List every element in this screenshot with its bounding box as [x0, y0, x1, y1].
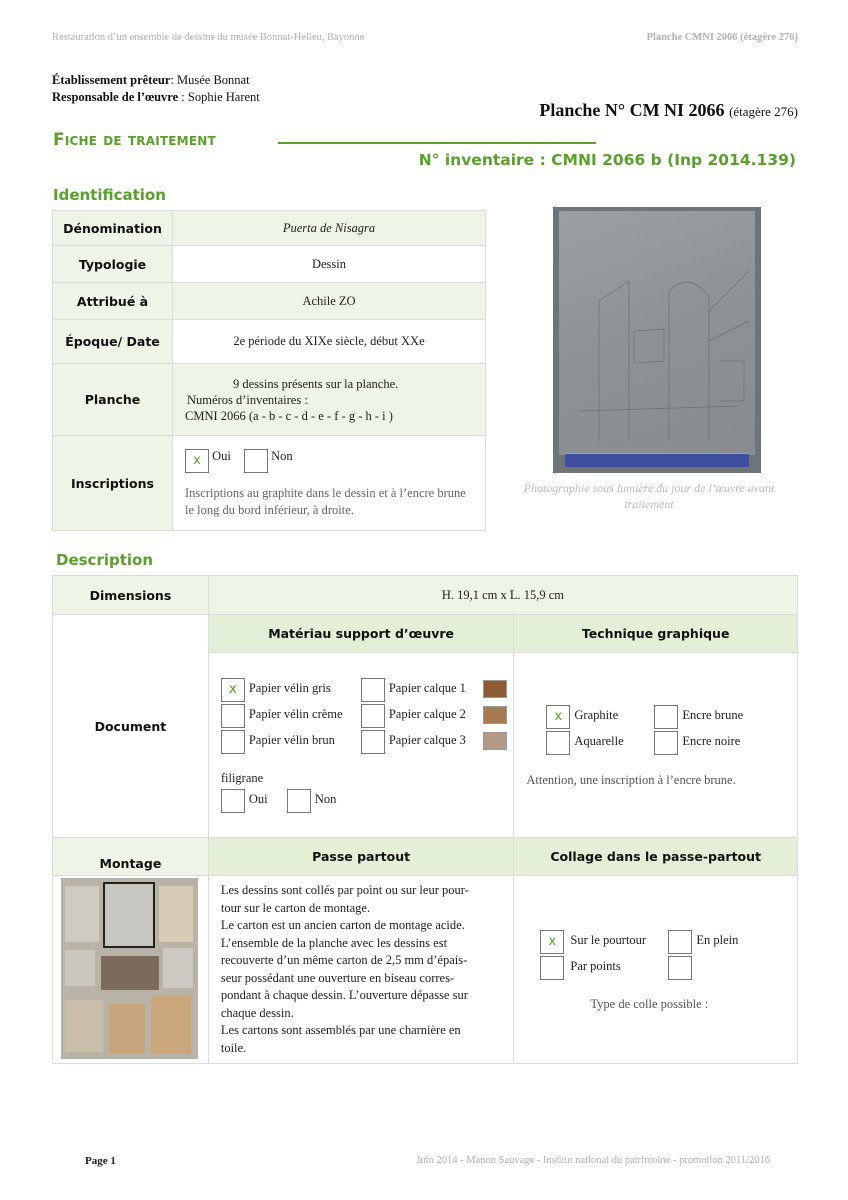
- table-row: [53, 436, 486, 531]
- row-label: Inscriptions: [53, 436, 173, 531]
- non-label: Non: [271, 449, 293, 463]
- row-label: Typologie: [53, 246, 173, 283]
- photo-caption: Photographie sous lumière du jour de l’œuvre avant traitement: [523, 481, 775, 511]
- calque-option: Papier calque 2: [388, 707, 466, 721]
- collage-header: Collage dans le passe-partout: [514, 838, 798, 876]
- encre-noire-checkbox[interactable]: [654, 731, 678, 755]
- passe-partout-header: Passe partout: [208, 838, 514, 876]
- table-row: [53, 320, 486, 364]
- papier-calque-1-checkbox[interactable]: [361, 678, 385, 702]
- inscriptions-cell: [173, 436, 486, 531]
- drawing-thumb-selected: [103, 882, 155, 948]
- papier-velin-brun-checkbox[interactable]: [221, 730, 245, 754]
- drawing-paper: [559, 211, 755, 455]
- identification-title: Identification: [53, 186, 166, 204]
- drawing-thumb: [163, 948, 193, 988]
- responsible-label: Responsable de l’œuvre: [52, 90, 179, 104]
- papier-velin-creme-checkbox[interactable]: [221, 704, 245, 728]
- collage-cell: [514, 876, 798, 1064]
- oui-label: Oui: [212, 449, 231, 463]
- passe-line: Les dessins sont collés par point ou sur leur pour-: [220, 883, 469, 897]
- row-value: 2e période du XIXe siècle, début XXe: [173, 320, 486, 364]
- planche-shelf: (étagère 276): [729, 104, 798, 119]
- table-row: [53, 364, 486, 436]
- planche-line: Numéros d’inventaires :: [187, 392, 308, 407]
- establishment-label: Établissement prêteur: [52, 73, 171, 87]
- document-label: Document: [53, 615, 209, 838]
- table-row: [53, 246, 486, 283]
- empty-checkbox[interactable]: [668, 956, 692, 980]
- paper-option: Papier vélin crème: [248, 707, 343, 721]
- montage-photo: [61, 878, 198, 1059]
- description-table: [52, 575, 798, 1064]
- drawing-thumb: [101, 956, 159, 990]
- collage-option: Sur le pourtour: [570, 933, 647, 947]
- passe-line: chaque dessin.: [220, 1005, 294, 1020]
- table-row: [53, 211, 486, 246]
- inscriptions-text: Inscriptions au graphite dans le dessin et à l’encre brune le long du bord inférieur, à droite.: [185, 486, 466, 517]
- calque-option: Papier calque 1: [388, 681, 466, 695]
- calque-1-swatch: [483, 680, 507, 698]
- technique-option: Encre brune: [682, 708, 744, 722]
- inscriptions-oui-checkbox[interactable]: x: [185, 449, 209, 473]
- montage-label: Montage: [53, 838, 209, 876]
- passe-line: Le carton est un ancien carton de montage acide.: [220, 918, 465, 932]
- lender-info: [52, 72, 260, 106]
- row-label: Planche: [53, 364, 173, 436]
- technique-cell: [514, 653, 798, 838]
- planche-line: CMNI 2066 (a - b - c - d - e - f - g - h - i ): [185, 408, 393, 423]
- page-number: Page 1: [85, 1155, 116, 1167]
- encre-brune-checkbox[interactable]: [654, 705, 678, 729]
- planche-line: 9 dessins présents sur la planche.: [233, 376, 399, 391]
- inscriptions-non-checkbox[interactable]: [244, 449, 268, 473]
- calque-2-swatch: [483, 706, 507, 724]
- passe-line: L’ensemble de la planche avec les dessins est: [220, 935, 448, 950]
- planche-details: [173, 364, 486, 436]
- drawing-thumb: [151, 996, 191, 1054]
- table-row: [53, 615, 798, 653]
- row-label: Attribué à: [53, 283, 173, 320]
- planche-title: [539, 100, 798, 121]
- technique-option: Aquarelle: [574, 734, 624, 748]
- technique-option: Encre noire: [682, 734, 741, 748]
- table-row: [53, 876, 798, 1064]
- calque-option: Papier calque 3: [388, 733, 466, 747]
- materiau-cell: [208, 653, 514, 838]
- row-label: Dénomination: [53, 211, 173, 246]
- aquarelle-checkbox[interactable]: [546, 731, 570, 755]
- drawing-thumb: [65, 1000, 103, 1052]
- passe-line: tour sur le carton de montage.: [220, 900, 371, 915]
- graphite-checkbox[interactable]: x: [546, 705, 570, 729]
- drawing-thumb: [65, 950, 95, 986]
- filigrane-label: filigrane: [220, 771, 264, 785]
- passe-partout-text: [208, 876, 514, 1064]
- color-scale-ruler: [565, 453, 749, 467]
- colle-type-label: Type de colle possible :: [590, 997, 709, 1011]
- en-plein-checkbox[interactable]: [668, 930, 692, 954]
- collage-option: En plein: [696, 933, 739, 947]
- filigrane-non-label: Non: [314, 792, 337, 806]
- dimensions-label: Dimensions: [53, 576, 209, 615]
- materiau-header: Matériau support d’œuvre: [208, 615, 514, 653]
- montage-photo-cell: [53, 876, 209, 1064]
- papier-calque-2-checkbox[interactable]: [361, 704, 385, 728]
- establishment-value: : Musée Bonnat: [170, 73, 250, 87]
- drawing-thumb: [109, 1004, 145, 1054]
- paper-option: Papier vélin gris: [248, 681, 331, 695]
- technique-header: Technique graphique: [514, 615, 798, 653]
- passe-line: toile.: [220, 1040, 247, 1055]
- passe-line: seur possédant une ouverture en biseau corres-: [220, 970, 455, 985]
- collage-option: Par points: [570, 959, 621, 973]
- par-points-checkbox[interactable]: [540, 956, 564, 980]
- papier-calque-3-checkbox[interactable]: [361, 730, 385, 754]
- passe-line: recouverte d’un même carton de 2,5 mm d’épais-: [220, 953, 468, 967]
- description-title: Description: [56, 551, 154, 569]
- passe-line: pondant à chaque dessin. L’ouverture dépasse sur: [220, 988, 468, 1002]
- sketch-lines: [559, 211, 755, 455]
- inscriptions-options: [185, 449, 475, 479]
- running-header-left: Restauration d’un ensemble de dessins du musée Bonnat-Helleu, Bayonne: [52, 32, 365, 43]
- paper-option: Papier vélin brun: [248, 733, 335, 747]
- table-row: [53, 576, 798, 615]
- row-label: Époque/ Date: [53, 320, 173, 364]
- drawing-thumb: [159, 886, 193, 942]
- row-value: Puerta de Nisagra: [173, 211, 486, 246]
- filigrane-oui-checkbox[interactable]: [221, 789, 245, 813]
- papier-velin-gris-checkbox[interactable]: x: [221, 678, 245, 702]
- row-value: Dessin: [173, 246, 486, 283]
- passe-line: Les cartons sont assemblés par une charnière en: [220, 1023, 461, 1037]
- technique-note: Attention, une inscription à l’encre brune.: [526, 773, 736, 787]
- sur-le-pourtour-checkbox[interactable]: x: [540, 930, 564, 954]
- responsible-value: : Sophie Harent: [178, 90, 260, 104]
- planche-number: Planche N° CM NI 2066: [539, 100, 725, 120]
- table-row: [53, 838, 798, 876]
- artwork-photo: [553, 207, 761, 473]
- fiche-title: Fiche de traitement: [53, 130, 216, 150]
- filigrane-oui-label: Oui: [248, 792, 268, 806]
- table-row: [53, 283, 486, 320]
- row-value: Achile ZO: [173, 283, 486, 320]
- drawing-thumb: [65, 886, 99, 942]
- technique-option: Graphite: [574, 708, 619, 722]
- calque-3-swatch: [483, 732, 507, 750]
- inventory-number: N° inventaire : CMNI 2066 b (Inp 2014.139): [418, 151, 796, 169]
- footer-credit: Juin 2014 - Manon Sauvage - Institut national du patrimoine - promotion 2011/2016: [416, 1155, 770, 1166]
- title-rule: [278, 142, 596, 144]
- running-header-right: Planche CMNI 2066 (étagère 276): [646, 32, 798, 43]
- dimensions-value: H. 19,1 cm x L. 15,9 cm: [208, 576, 797, 615]
- identification-table: [52, 210, 486, 531]
- filigrane-non-checkbox[interactable]: [287, 789, 311, 813]
